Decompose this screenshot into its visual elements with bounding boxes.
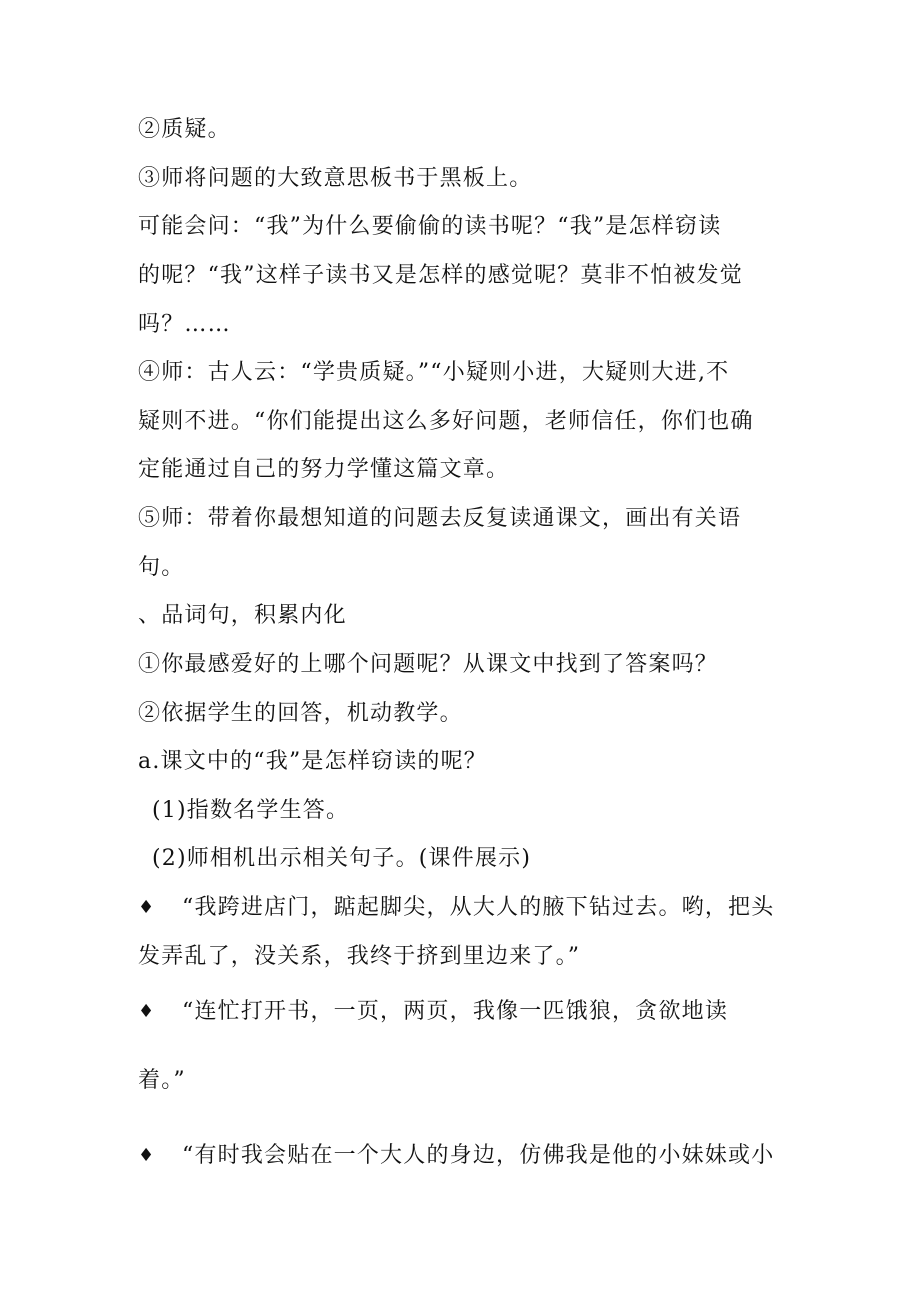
text-line: ②依据学生的回答，机动教学。: [138, 701, 463, 726]
text-line: 定能通过自己的努力学懂这篇文章。: [138, 457, 510, 482]
text-line: 疑则不进。“你们能提出这么多好问题，老师信任，你们也确: [138, 409, 754, 434]
text-line: 吗？……: [138, 312, 231, 337]
section-heading: 、品词句，积累内化: [138, 603, 347, 628]
quote-line: 发弄乱了，没关系，我终于挤到里边来了。”: [138, 944, 581, 969]
diamond-bullet-icon: ♦: [138, 897, 155, 918]
text-line: (1)指数名学生答。: [152, 798, 350, 823]
quote-line: “连忙打开书，一页，两页，我像一匹饿狼，贪欲地读: [182, 999, 729, 1024]
text-line: ⑤师：带着你最想知道的问题去反复读通课文，画出有关语: [138, 506, 742, 531]
text-line: ①你最感爱好的上哪个问题呢？从课文中找到了答案吗？: [138, 652, 719, 677]
text-line: ④师：古人云：“学贵质疑。”“小疑则小进，大疑则大进,不: [138, 360, 730, 385]
text-line: 句。: [138, 555, 185, 580]
text-line: 可能会问：“我”为什么要偷偷的读书呢？“我”是怎样窃读: [138, 214, 722, 239]
text-line: a.课文中的“我”是怎样窃读的呢？: [138, 749, 488, 774]
text-line: (2)师相机出示相关句子。(课件展示): [152, 846, 532, 871]
diamond-bullet-icon: ♦: [138, 1001, 155, 1022]
text-line: ③师将问题的大致意思板书于黑板上。: [138, 166, 533, 191]
text-line: ②质疑。: [138, 117, 231, 142]
quote-line: 着。”: [138, 1068, 186, 1093]
diamond-bullet-icon: ♦: [138, 1145, 155, 1166]
quote-line: “我跨进店门，踮起脚尖，从大人的腋下钻过去。哟，把头: [182, 895, 775, 920]
text-line: 的呢？“我”这样子读书又是怎样的感觉呢？莫非不怕被发觉: [138, 263, 743, 288]
quote-line: “有时我会贴在一个大人的身边，仿佛我是他的小妹妹或小: [182, 1143, 775, 1168]
